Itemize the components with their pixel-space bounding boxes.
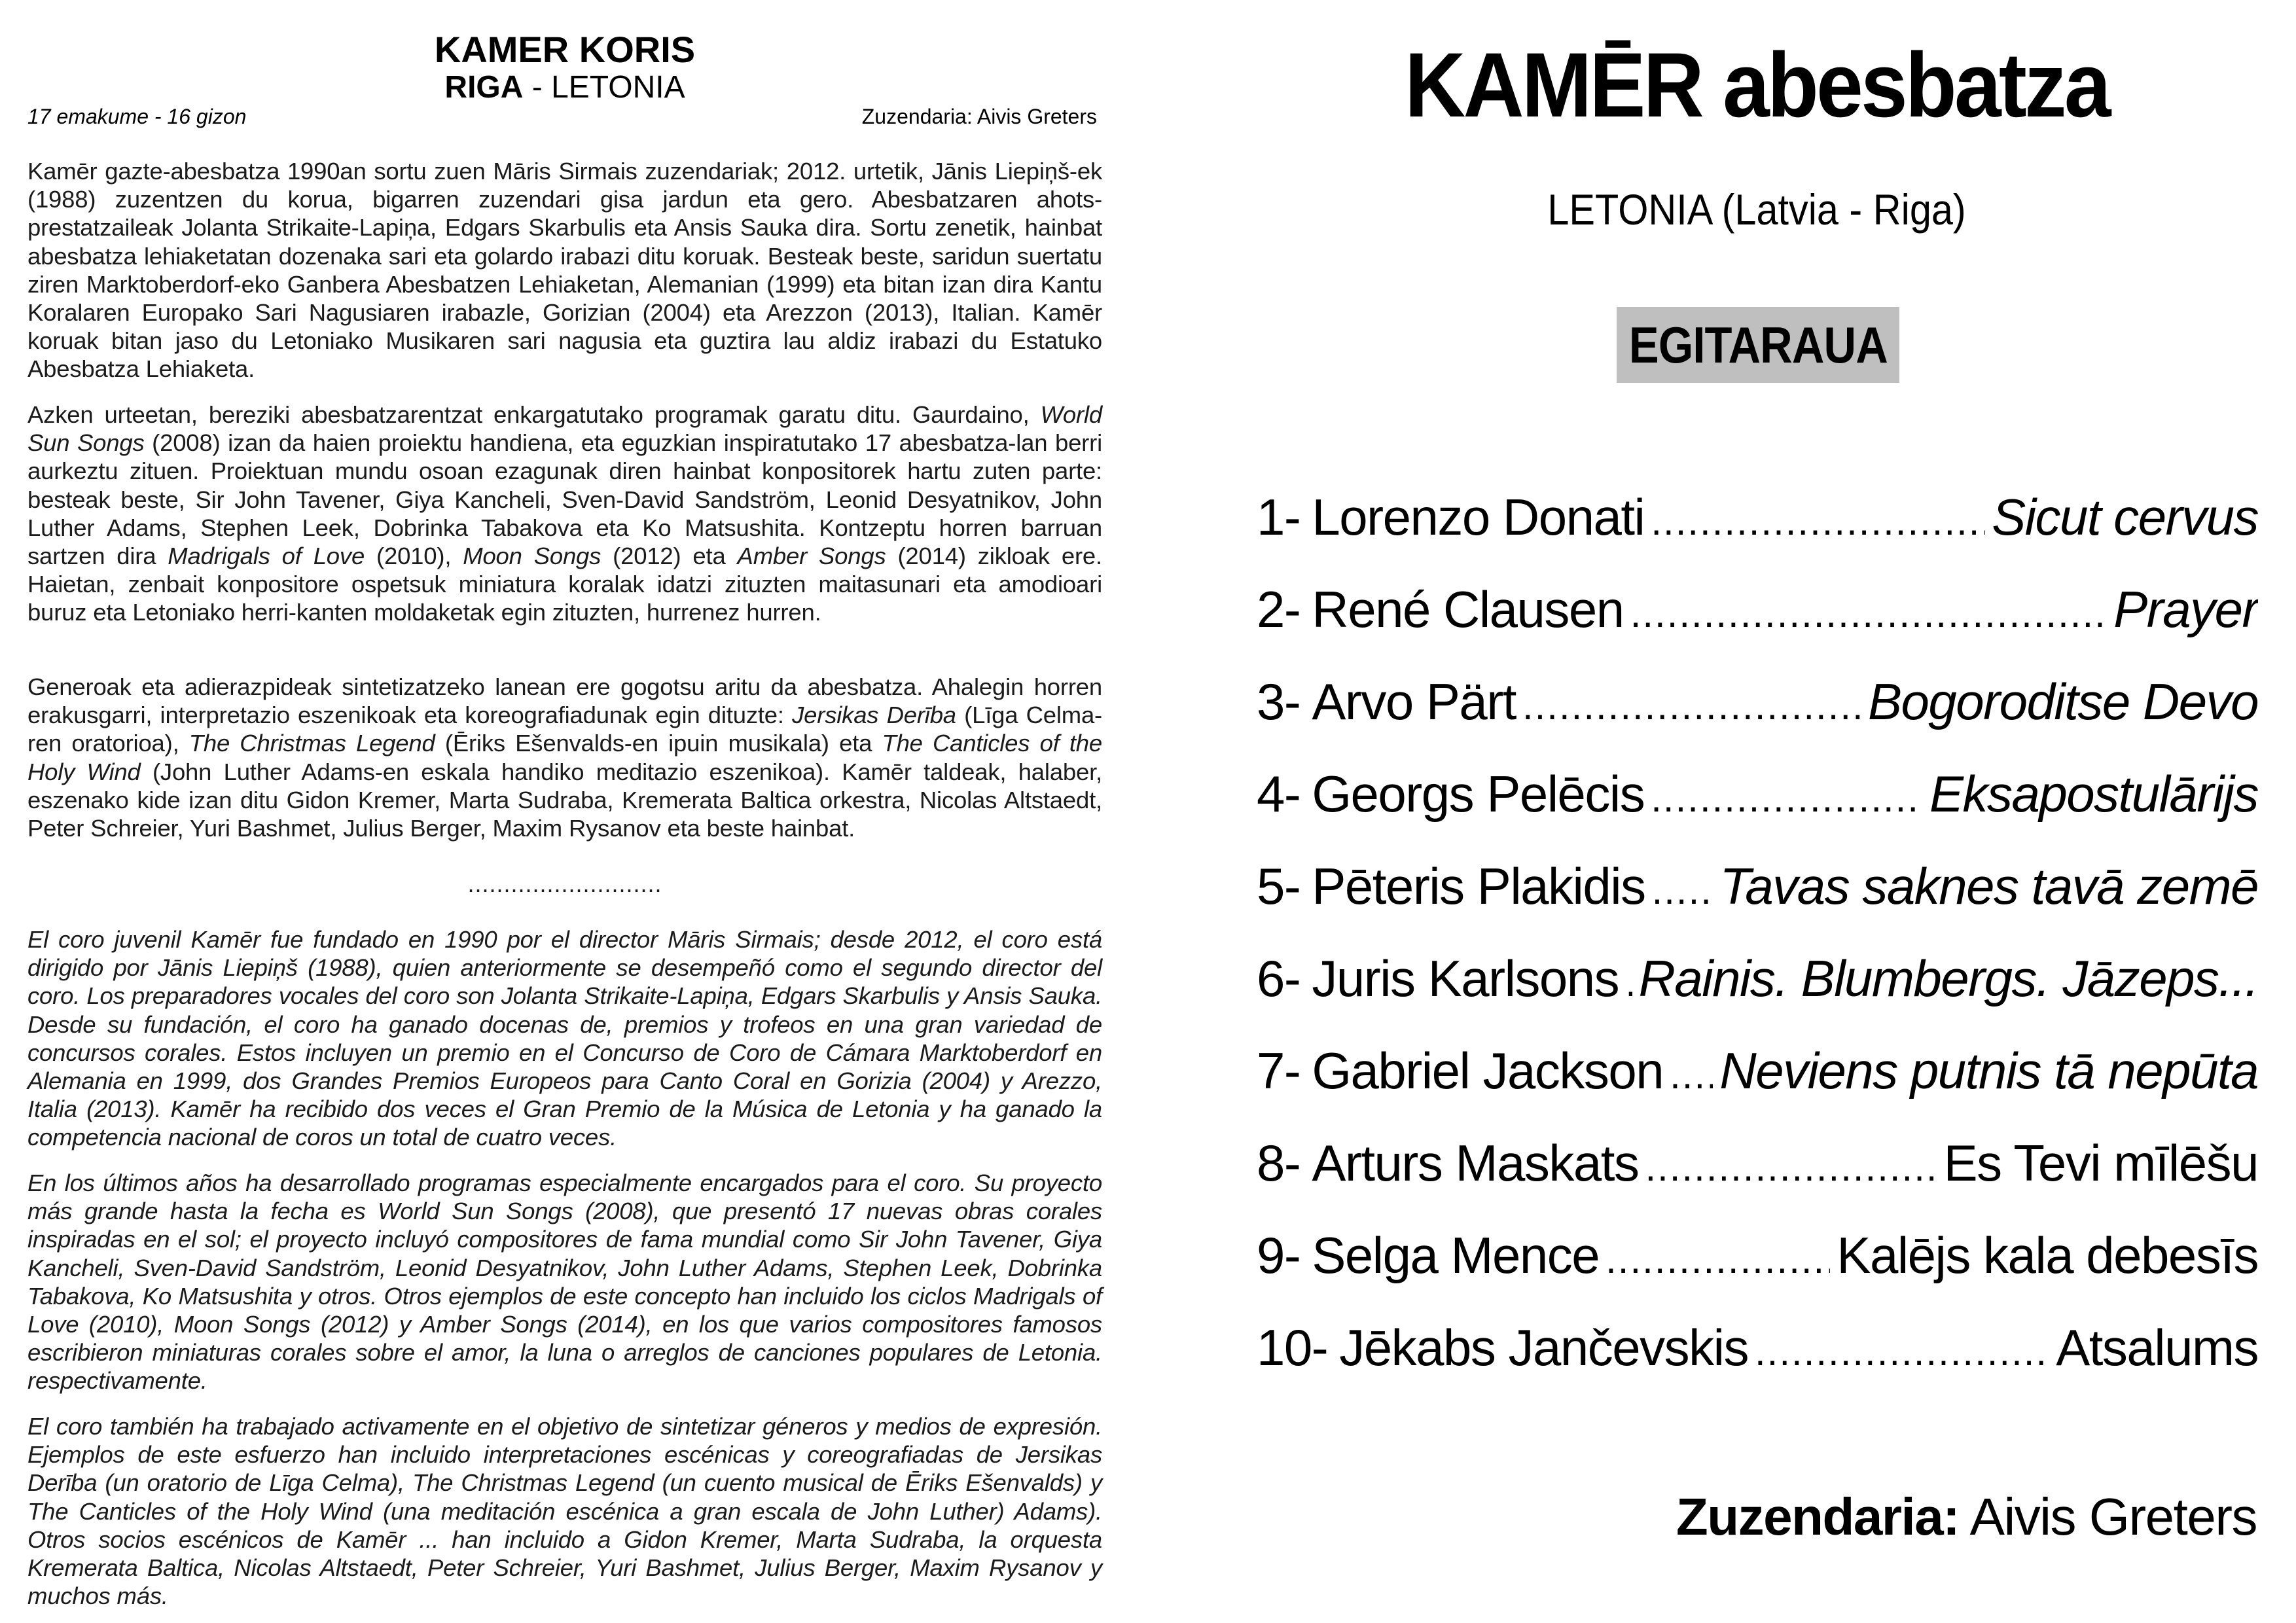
text-run: (John Luther Adams-en eskala handiko meditazio eszenikoa). Kamēr taldeak, halaber, eszenako kide izan ditu Gidon Kremer, Marta Sudraba, Kremerata Baltica orkestra, Nicolas Altstaedt, Peter Schreier, Yuri Bashmet, Julius Berger, Maxim Rysanov eta beste hainbat. (27, 758, 1102, 842)
spanish-paragraph-3: El coro también ha trabajado activamente en el objetivo de sintetizar géneros y medios de expresión. Ejemplos de este esfuerzo han incluido interpretaciones escénicas y coreografiadas de Jersikas Derība (un oratorio de Līga Celma), The Christmas Legend (un cuento musical de Ēriks Ešenvalds) y The Canticles of the Holy Wind (una meditación escénica a gran escala de John Luther) Adams). Otros socios escénicos de Kamēr ... han incluido a Gidon Kremer, Marta Sudraba, la orquesta Kremerata Baltica, Nicolas Altstaedt, Peter Schreier, Yuri Bashmet, Julius Berger, Maxim Rysanov y muchos más. (27, 1413, 1102, 1610)
left-title: KAMER KORIS (434, 29, 696, 70)
program-item-composer: Lorenzo Donati (1312, 488, 1645, 546)
italic-title-run: Moon Songs (463, 543, 601, 570)
left-subtitle-sep: - (523, 70, 552, 105)
program-item (1257, 853, 2258, 946)
program-item (1257, 484, 2258, 577)
basque-paragraph-3 (27, 673, 1102, 842)
basque-paragraph-2 (27, 401, 1102, 627)
program-item-number: 10- (1257, 1319, 1328, 1376)
choir-title: KAMĒR abesbatza (1405, 33, 2109, 136)
program-item-composer: Jēkabs Jančevskis (1339, 1319, 1749, 1376)
members-count: 17 emakume - 16 gizon (27, 105, 247, 128)
text-run: (Līga Celma-ren oratorioa), (27, 702, 1103, 757)
italic-title-run: The Canticles of the Holy Wind (27, 730, 1102, 785)
program-item-composer: Arturs Maskats (1312, 1134, 1639, 1192)
left-director: Zuzendaria: Aivis Greters (861, 105, 1097, 128)
program-item (1257, 1315, 2258, 1407)
text-run: (Ēriks Ešenvalds-en ipuin musikala) eta (435, 730, 882, 757)
basque-paragraph-1 (27, 157, 1102, 383)
program-item-composer: Gabriel Jackson (1312, 1042, 1664, 1099)
program-item-number: 2- (1257, 580, 1300, 638)
dot-leader (1630, 581, 2108, 647)
text-run: (2014) zikloak ere. Haietan, zenbait konpositore ospetsuk miniatura koralak idatzi zituzten maitasunari eta amodioari buruz eta Letoniako herri-kanten moldaketak egin zituzten, hurrenez hurren. (27, 543, 1102, 626)
dot-leader (1522, 673, 1861, 739)
section-separator: ........................... (467, 870, 662, 897)
director-name: Aivis Greters (1959, 1488, 2257, 1546)
text-run: (2012) eta (601, 543, 738, 570)
program-item-composer: Selga Mence (1312, 1226, 1600, 1284)
program-item-work: Prayer (2113, 580, 2258, 638)
program-item (1257, 946, 2258, 1038)
italic-title-run: Amber Songs (737, 543, 886, 570)
left-subtitle-country: LETONIA (551, 70, 685, 105)
program-item-number: 7- (1257, 1042, 1300, 1099)
program-item-number: 3- (1257, 673, 1300, 730)
dot-leader (1651, 766, 1923, 831)
italic-title-run: The Christmas Legend (188, 730, 435, 757)
text-run: Kamēr gazte-abesbatza 1990an sortu zuen Māris Sirmais zuzendariak; 2012. urtetik, Jānis Liepiņš-ek (1988) zuzentzen du korua, bigarren zuzendari gisa jardun eta gero. Abesbatzaren ahots-prestatzaileak Jolanta Strikaite-Lapiņa, Edgars Skarbulis eta Ansis Sauka dira. Sortu zenetik, hainbat abesbatza lehiaketatan dozenaka sari eta golardo irabazi ditu koruak. Besteak beste, saridun suertatu ziren Marktoberdorf-eko Ganbera Abesbatzen Lehiaketan, Alemanian (1999) eta bitan izan dira Kantu Koralaren Europako Sari Nagusiaren irabazle, Gorizian (2004) eta Arezzon (2013), Italian. Kamēr koruak bitan jaso du Letoniako Musikaren sari nagusia eta guztira lau aldiz irabazi du Estatuko Abesbatza Lehiaketa. (27, 158, 1102, 383)
program-item (1257, 1130, 2258, 1222)
spanish-paragraph-2: En los últimos años ha desarrollado programas especialmente encargados para el coro. Su proyecto más grande hasta la fecha es World Sun Songs (2008), que presentó 17 nuevas obras corales inspiradas en el sol; el proyecto incluyó compositores de fama mundial como Sir John Tavener, Giya Kancheli, Sven-David Sandström, Leonid Desyatnikov, John Luther Adams, Stephen Leek, Dobrinka Tabakova, Ko Matsushita y otros. Otros ejemplos de este concepto han incluido los ciclos Madrigals of Love (2010), Moon Songs (2012) y Amber Songs (2014), en los que varios compositores famosos escribieron miniaturas corales sobre el amor, la luna o arreglos de canciones populares de Letonia. respectivamente. (27, 1169, 1102, 1395)
text-run: Azken urteetan, bereziki abesbatzarentzat enkargatutako programak garatu ditu. Gaurdaino, (27, 401, 1041, 428)
program-heading-highlight (1617, 307, 1899, 383)
program-item-composer: Juris Karlsons (1312, 950, 1619, 1007)
italic-title-run: World Sun Songs (27, 401, 1102, 457)
program-item-composer: Arvo Pärt (1312, 673, 1516, 730)
program-item-work: Eksapostulārijs (1929, 765, 2258, 823)
text-run: (2008) izan da haien proiektu handiena, eta eguzkian inspiratutako 17 abesbatza-lan berri aurkeztu zituen. Proiektuan mundu osoan ezagunak diren hainbat konpositorek hartu zuten parte: besteak beste, Sir John Tavener, Giya Kancheli, Sven-David Sandström, Leonid Desyatnikov, John Luther Adams, Stephen Leek, Dobrinka Tabakova eta Ko Matsushita. Kontzeptu horren barruan sartzen dira (27, 429, 1103, 570)
text-run: (2010), (365, 543, 463, 570)
program-item-work: Kalējs kala debesīs (1837, 1226, 2258, 1284)
program-item (1257, 577, 2258, 669)
program-item-work: Tavas saknes tavā zemē (1719, 857, 2258, 915)
program-item (1257, 761, 2258, 853)
dot-leader (1651, 489, 1985, 554)
dot-leader (1625, 950, 1632, 1016)
program-item (1257, 1038, 2258, 1130)
spanish-paragraph-1: El coro juvenil Kamēr fue fundado en 1990 por el director Māris Sirmais; desde 2012, el coro está dirigido por Jānis Liepiņš (1988), quien anteriormente se desempeñó como el segundo director del coro. Los preparadores vocales del coro son Jolanta Strikaite-Lapiņa, Edgars Skarbulis y Ansis Sauka. Desde su fundación, el coro ha ganado docenas de, premios y trofeos en una gran variedad de concursos corales. Estos incluyen un premio en el Concurso de Coro de Cámara Marktoberdorf en Alemania en 1999, dos Grandes Premios Europeos para Canto Coral en Gorizia (2004) y Arezzo, Italia (2013). Kamēr ha recibido dos veces el Gran Premio de la Música de Letonia y ha ganado la competencia nacional de coros un total de cuatro veces. (27, 926, 1102, 1151)
meta-row (27, 105, 1097, 128)
program-item-number: 1- (1257, 488, 1300, 546)
choir-origin: LETONIA (Latvia - Riga) (1547, 185, 1966, 234)
program-item (1257, 669, 2258, 761)
program-item-number: 6- (1257, 950, 1300, 1007)
program-item-work: Rainis. Blumbergs. Jāzeps... (1638, 950, 2258, 1007)
program-item-work: Es Tevi mīlēšu (1943, 1134, 2258, 1192)
text-run: Generoak eta adierazpideak sintetizatzeko lanean ere gogotsu aritu da abesbatza. Ahalegin horren erakusgarri, interpretazio eszenikoak eta koreografiadunak egin dituzte: (27, 673, 1102, 729)
right-page (1148, 0, 2296, 1623)
left-subtitle (27, 71, 1102, 105)
program-item-composer: Georgs Pelēcis (1312, 765, 1645, 823)
dot-leader (1645, 1135, 1937, 1200)
program-item-work: Sicut cervus (1992, 488, 2258, 546)
program-item-work: Atsalums (2056, 1319, 2258, 1376)
program-item-work: Bogoroditse Devo (1867, 673, 2258, 730)
program-item (1257, 1222, 2258, 1315)
program-item-number: 4- (1257, 765, 1300, 823)
left-subtitle-city: RIGA (444, 70, 524, 105)
program-item-number: 5- (1257, 857, 1300, 915)
dot-leader (1670, 1043, 1713, 1108)
director-line (1676, 1484, 2257, 1550)
program-item-composer: Pēteris Plakidis (1312, 857, 1645, 915)
director-label: Zuzendaria: (1676, 1488, 1960, 1546)
italic-title-run: Jersikas Derība (792, 702, 956, 729)
dot-leader (1755, 1319, 2049, 1385)
program-heading: EGITARAUA (1628, 316, 1888, 374)
program-item-number: 9- (1257, 1226, 1300, 1284)
dot-leader (1605, 1227, 1830, 1293)
program-item-composer: René Clausen (1312, 580, 1624, 638)
program-item-work: Neviens putnis tā nepūta (1719, 1042, 2258, 1099)
program-item-number: 8- (1257, 1134, 1300, 1192)
italic-title-run: Madrigals of Love (168, 543, 365, 570)
dot-leader (1652, 858, 1713, 923)
program-list (1257, 484, 2258, 1407)
